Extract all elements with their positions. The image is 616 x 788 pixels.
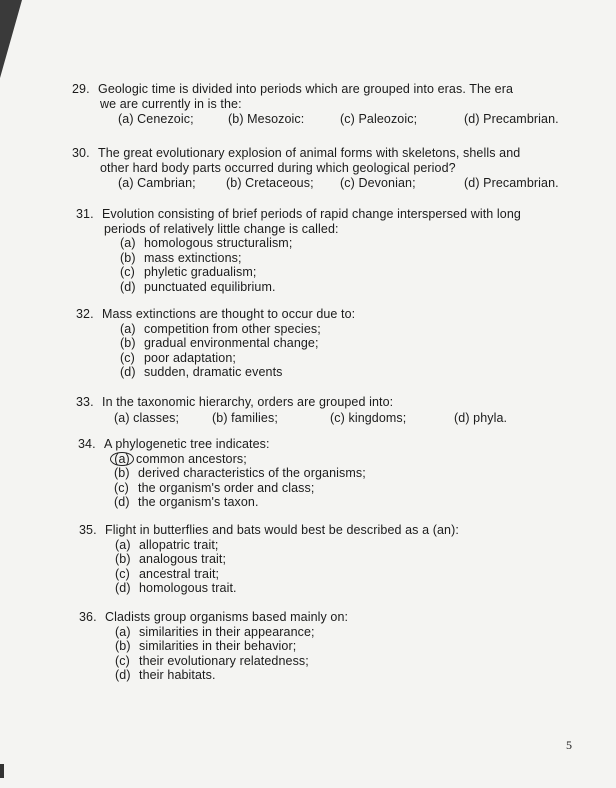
option-row (72, 112, 572, 127)
question-text-continued: we are currently in is the: (100, 96, 242, 111)
option-list (78, 452, 578, 510)
option-b[interactable]: (b) derived characteristics of the organisms; (114, 466, 366, 480)
question-31 (76, 207, 576, 294)
question-stem (79, 523, 579, 538)
answer-circle-mark: (a) (110, 452, 134, 466)
question-text: Cladists group organisms based mainly on: (105, 610, 349, 624)
option-a[interactable]: (a) Cenezoic; (118, 112, 194, 126)
question-text: Flight in butterflies and bats would best be described as a (an): (105, 523, 459, 537)
option-d[interactable]: (d) punctuated equilibrium. (120, 279, 276, 294)
question-text: The great evolutionary explosion of animal forms with skeletons, shells and (98, 146, 521, 160)
question-number: 31. (76, 207, 94, 221)
question-number: 33. (76, 395, 94, 409)
question-text: Mass extinctions are thought to occur due to: (102, 307, 356, 321)
question-stem (72, 82, 572, 97)
page-number: 5 (566, 738, 572, 752)
option-b[interactable]: (b) mass extinctions; (120, 250, 242, 265)
question-text-continued: periods of relatively little change is called: (104, 221, 339, 236)
option-a-circled[interactable]: (a) common ancestors; (114, 452, 578, 467)
question-number: 36. (79, 610, 97, 624)
option-d[interactable]: (d) Precambrian. (464, 176, 559, 190)
question-30 (72, 146, 572, 191)
question-text: Geologic time is divided into periods which are grouped into eras. The era (98, 82, 514, 96)
option-row (76, 411, 576, 426)
question-number: 34. (78, 437, 96, 451)
option-d[interactable]: (d) homologous trait. (115, 581, 237, 595)
option-d[interactable]: (d) their habitats. (115, 668, 216, 682)
option-a[interactable]: (a) similarities in their appearance; (115, 624, 315, 639)
question-text: In the taxonomic hierarchy, orders are grouped into: (102, 395, 394, 409)
option-list (76, 322, 576, 380)
option-c[interactable]: (c) the organism's order and class; (114, 480, 315, 495)
option-list (76, 236, 576, 294)
option-a[interactable]: (a) Cambrian; (118, 176, 196, 190)
question-34 (78, 437, 578, 510)
question-stem (76, 395, 576, 410)
option-d[interactable]: (d) phyla. (454, 410, 508, 425)
question-stem (72, 146, 572, 161)
question-number: 32. (76, 307, 94, 321)
option-b[interactable]: (b) Cretaceous; (226, 176, 314, 190)
question-36 (79, 610, 579, 683)
option-d[interactable]: (d) sudden, dramatic events (120, 365, 283, 379)
option-c[interactable]: (c) Devonian; (340, 176, 416, 190)
question-text: Evolution consisting of brief periods of rapid change interspersed with long (102, 207, 521, 221)
option-c[interactable]: (c) poor adaptation; (120, 350, 236, 365)
option-a[interactable]: (a) allopatric trait; (115, 537, 219, 552)
option-c[interactable]: (c) Paleozoic; (340, 112, 418, 126)
question-35 (79, 523, 579, 596)
question-32 (76, 307, 576, 380)
option-c[interactable]: (c) kingdoms; (330, 410, 407, 425)
option-a[interactable]: (a) competition from other species; (120, 321, 321, 336)
question-number: 35. (79, 523, 97, 537)
question-stem (76, 307, 576, 322)
question-stem (78, 437, 578, 452)
question-number: 29. (72, 82, 90, 96)
question-text-continued: other hard body parts occurred during which geological period? (100, 160, 456, 175)
option-list (79, 625, 579, 683)
question-text: A phylogenetic tree indicates: (104, 437, 270, 451)
question-stem (76, 207, 576, 222)
option-b[interactable]: (b) families; (212, 410, 278, 425)
option-row (72, 176, 572, 191)
option-b[interactable]: (b) gradual environmental change; (120, 336, 319, 350)
option-d[interactable]: (d) the organism's taxon. (114, 495, 259, 509)
option-b[interactable]: (b) analogous trait; (115, 552, 227, 566)
question-29 (72, 82, 572, 127)
option-c[interactable]: (c) their evolutionary relatedness; (115, 653, 309, 668)
option-b[interactable]: (b) Mesozoic: (228, 112, 305, 126)
option-list (79, 538, 579, 596)
option-c[interactable]: (c) phyletic gradualism; (120, 265, 257, 279)
question-stem (79, 610, 579, 625)
option-d[interactable]: (d) Precambrian. (464, 112, 559, 126)
option-a[interactable]: (a) classes; (114, 410, 180, 425)
option-a[interactable]: (a) homologous structuralism; (120, 236, 293, 250)
option-b[interactable]: (b) similarities in their behavior; (115, 639, 297, 653)
question-33 (76, 395, 576, 425)
question-number: 30. (72, 146, 90, 160)
option-c[interactable]: (c) ancestral trait; (115, 566, 220, 581)
